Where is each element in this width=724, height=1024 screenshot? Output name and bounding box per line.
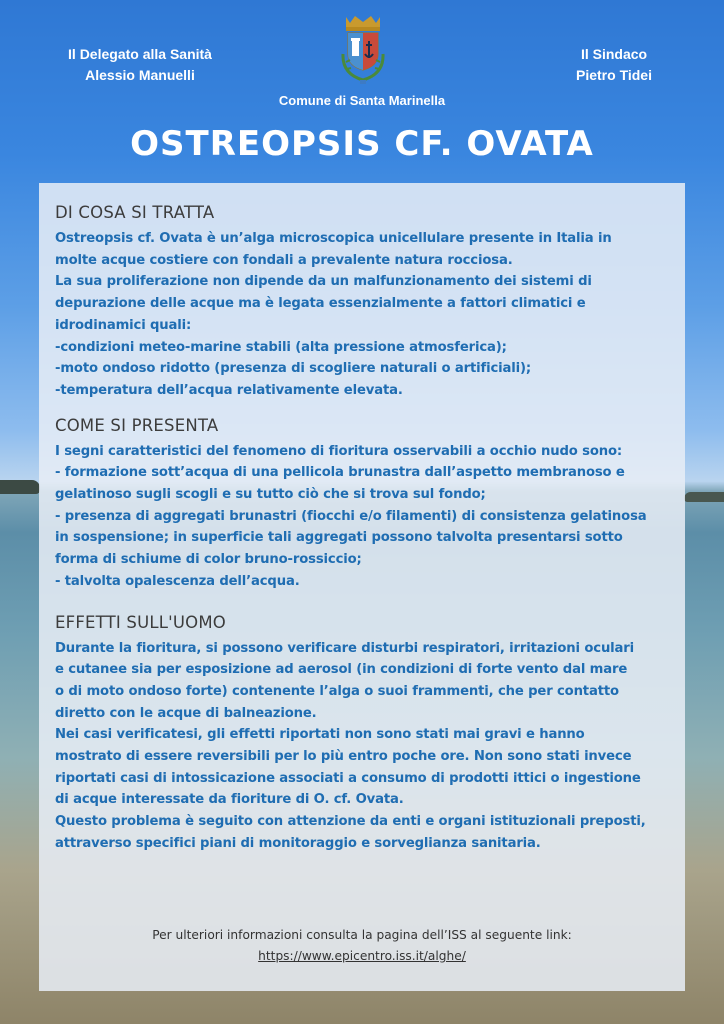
- text-line: in sospensione; in superficie tali aggregati possono talvolta presentarsi sotto: [55, 530, 623, 546]
- text-line: diretto con le acque di balneazione.: [55, 705, 317, 721]
- section-body: [55, 638, 669, 855]
- section-effects-on-humans: [55, 613, 669, 855]
- text-line: e cutanee sia per esposizione ad aerosol (in condizioni di forte vento dal mare: [55, 662, 628, 678]
- text-line: -condizioni meteo-marine stabili (alta pressione atmosferica);: [55, 339, 507, 355]
- section-how-it-appears: [55, 416, 669, 593]
- info-card: [39, 183, 685, 991]
- text-line: attraverso specifici piani di monitoraggio e sorveglianza sanitaria.: [55, 835, 541, 851]
- text-line: - presenza di aggregati brunastri (fiocchi e/o filamenti) di consistenza gelatinosa: [55, 508, 647, 524]
- text-line: Questo problema è seguito con attenzione da enti e organi istituzionali preposti,: [55, 814, 646, 830]
- health-delegate-role: Il Delegato alla Sanità: [68, 46, 212, 62]
- text-line: - talvolta opalescenza dell’acqua.: [55, 573, 300, 589]
- mayor-role: Il Sindaco: [580, 46, 648, 62]
- text-line: -moto ondoso ridotto (presenza di scogliere naturali o artificiali);: [55, 361, 531, 377]
- section-heading: DI COSA SI TRATTA: [55, 203, 215, 222]
- text-line: forma di schiume di color bruno-rossiccio;: [55, 552, 362, 568]
- text-line: gelatinoso sugli scogli e su tutto ciò che si trova sul fondo;: [55, 487, 486, 503]
- coat-of-arms-icon: [338, 14, 388, 88]
- text-line: I segni caratteristici del fenomeno di fioritura osservabili a occhio nudo sono:: [55, 443, 622, 459]
- section-heading: EFFETTI SULL'UOMO: [55, 612, 226, 632]
- text-line: Durante la fioritura, si possono verificare disturbi respiratori, irritazioni oculari: [55, 640, 635, 656]
- health-delegate-block: [45, 44, 235, 86]
- text-line: Nei casi verificatesi, gli effetti riportati non sono stati mai gravi e hanno: [55, 727, 585, 743]
- mayor-block: [544, 44, 684, 86]
- municipality-name: Comune di Santa Marinella: [278, 93, 446, 108]
- health-delegate-name: Alessio Manuelli: [85, 67, 195, 83]
- mayor-name: Pietro Tidei: [576, 67, 652, 83]
- section-body: [55, 228, 669, 402]
- text-line: riportati casi di intossicazione associati a consumo di prodotti ittici o ingestione: [55, 770, 641, 786]
- text-line: Ostreopsis cf. Ovata è un’alga microscopica unicellulare presente in Italia in: [55, 231, 612, 246]
- text-line: depurazione delle acque ma è legata essenzialmente a fattori climatici e: [55, 296, 586, 312]
- text-line: - formazione sott’acqua di una pellicola brunastra dall’aspetto membranoso e: [55, 465, 625, 481]
- shoreline-rocks-left: [0, 480, 40, 494]
- iss-link[interactable]: https://www.epicentro.iss.it/alghe/: [258, 949, 466, 963]
- text-line: o di moto ondoso forte) contenente l’alga o suoi frammenti, che per contatto: [55, 683, 619, 699]
- section-what-it-is: [55, 203, 669, 402]
- text-line: mostrato di essere reversibili per lo più entro poche ore. Non sono stati invece: [55, 749, 632, 765]
- section-body: [55, 441, 669, 593]
- page-title: OSTREOPSIS CF. OVATA: [130, 124, 594, 164]
- shoreline-rocks-right: [684, 492, 724, 502]
- text-line: idrodinamici quali:: [55, 317, 192, 333]
- text-line: La sua proliferazione non dipende da un malfunzionamento dei sistemi di: [55, 274, 592, 290]
- more-info-footer: [39, 925, 685, 967]
- more-info-text: Per ulteriori informazioni consulta la pagina dell’ISS al seguente link:: [152, 928, 572, 942]
- text-line: molte acque costiere con fondali a prevalente natura rocciosa.: [55, 252, 513, 268]
- section-heading: COME SI PRESENTA: [55, 415, 219, 435]
- text-line: di acque interessate da fioriture di O. cf. Ovata.: [55, 792, 404, 808]
- text-line: -temperatura dell’acqua relativamente elevata.: [55, 382, 403, 398]
